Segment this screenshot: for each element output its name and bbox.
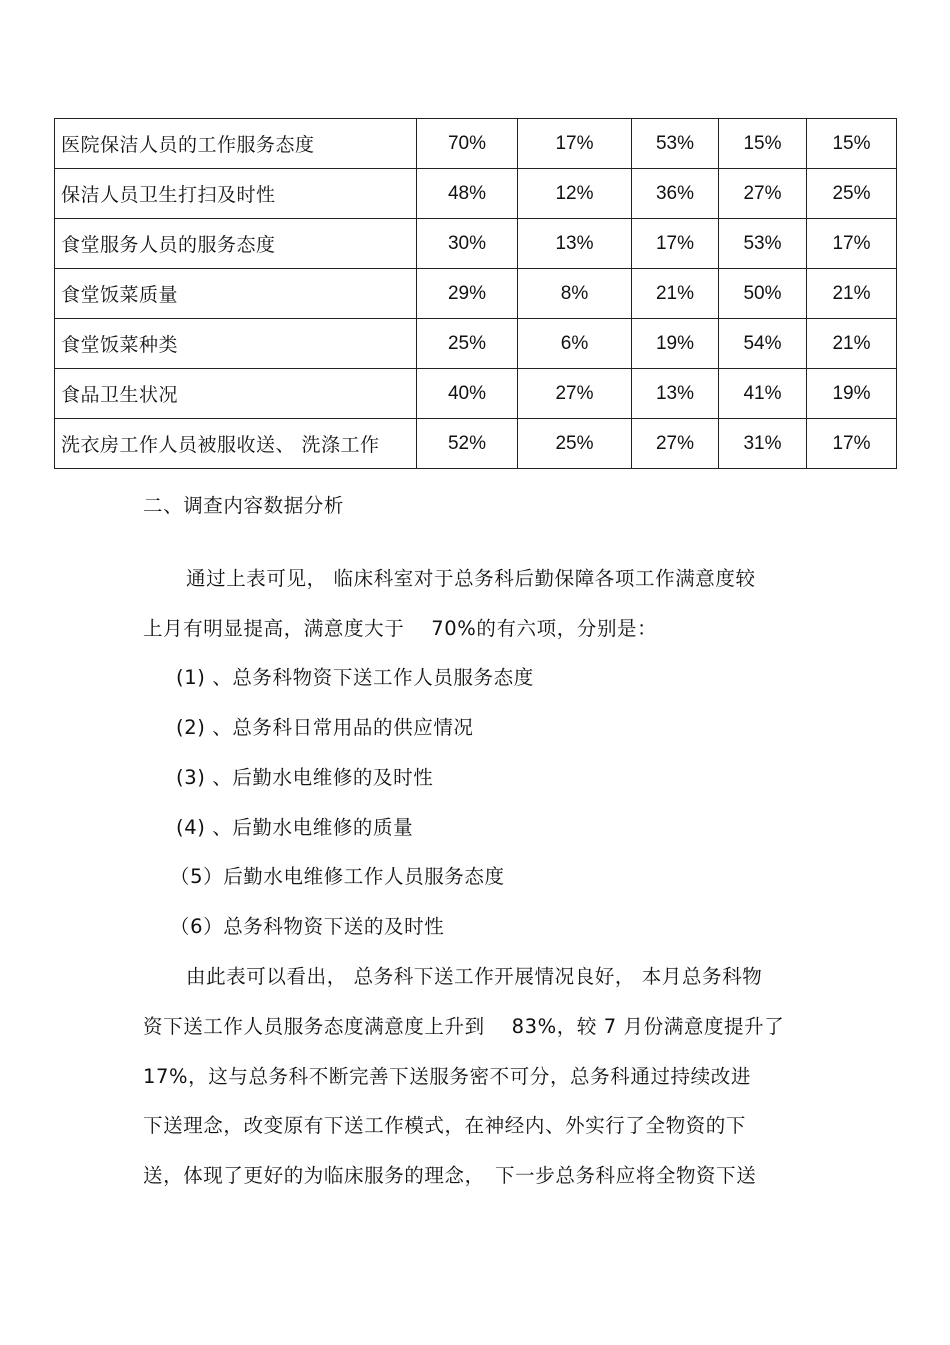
satisfaction-table <box>54 118 897 469</box>
row-value: 30% <box>417 219 518 269</box>
row-value: 17% <box>518 119 632 169</box>
row-item-label: 食品卫生状况 <box>55 369 417 419</box>
table-body <box>55 119 897 469</box>
row-value: 8% <box>518 269 632 319</box>
list-item: (3) 、后勤水电维修的及时性 <box>176 766 434 789</box>
row-value: 53% <box>632 119 719 169</box>
paragraph-line: 通过上表可见， 临床科室对于总务科后勤保障各项工作满意度较 <box>186 567 756 590</box>
table-row <box>55 119 897 169</box>
paragraph-line: 资下送工作人员服务态度满意度上升到 83%，较 7 月份满意度提升了 <box>143 1015 785 1038</box>
row-item-label: 食堂饭菜种类 <box>55 319 417 369</box>
row-value: 41% <box>719 369 807 419</box>
row-item-label: 食堂饭菜质量 <box>55 269 417 319</box>
row-value: 13% <box>518 219 632 269</box>
row-value: 17% <box>807 419 897 469</box>
row-value: 15% <box>807 119 897 169</box>
row-value: 27% <box>719 169 807 219</box>
row-value: 31% <box>719 419 807 469</box>
row-value: 50% <box>719 269 807 319</box>
row-value: 19% <box>632 319 719 369</box>
row-value: 21% <box>807 269 897 319</box>
row-value: 6% <box>518 319 632 369</box>
row-value: 29% <box>417 269 518 319</box>
table-row <box>55 319 897 369</box>
table-row <box>55 269 897 319</box>
list-item: (2) 、总务科日常用品的供应情况 <box>176 716 474 739</box>
row-item-label: 保洁人员卫生打扫及时性 <box>55 169 417 219</box>
table-row <box>55 169 897 219</box>
table-row <box>55 419 897 469</box>
section-heading: 二、调查内容数据分析 <box>143 494 345 517</box>
table-row <box>55 219 897 269</box>
row-value: 27% <box>632 419 719 469</box>
paragraph-line: 上月有明显提高，满意度大于 70%的有六项，分别是： <box>143 617 658 640</box>
row-value: 48% <box>417 169 518 219</box>
row-value: 36% <box>632 169 719 219</box>
row-value: 53% <box>719 219 807 269</box>
list-item: （6）总务科物资下送的及时性 <box>170 915 445 938</box>
paragraph-line: 17%，这与总务科不断完善下送服务密不可分，总务科通过持续改进 <box>143 1065 751 1088</box>
row-item-label: 洗衣房工作人员被服收送、 洗涤工作 <box>55 419 417 469</box>
row-item-label: 食堂服务人员的服务态度 <box>55 219 417 269</box>
row-value: 27% <box>518 369 632 419</box>
list-item: (4) 、后勤水电维修的质量 <box>176 816 414 839</box>
row-value: 54% <box>719 319 807 369</box>
table-row <box>55 369 897 419</box>
row-value: 25% <box>807 169 897 219</box>
row-value: 70% <box>417 119 518 169</box>
row-value: 13% <box>632 369 719 419</box>
list-item: (1) 、总务科物资下送工作人员服务态度 <box>176 666 534 689</box>
row-value: 17% <box>632 219 719 269</box>
row-value: 21% <box>807 319 897 369</box>
row-value: 40% <box>417 369 518 419</box>
row-value: 12% <box>518 169 632 219</box>
list-item: （5）后勤水电维修工作人员服务态度 <box>170 865 505 888</box>
row-value: 15% <box>719 119 807 169</box>
paragraph-line: 送，体现了更好的为临床服务的理念， 下一步总务科应将全物资下送 <box>143 1164 757 1187</box>
row-value: 17% <box>807 219 897 269</box>
row-value: 52% <box>417 419 518 469</box>
row-value: 19% <box>807 369 897 419</box>
paragraph-line: 下送理念，改变原有下送工作模式，在神经内、外实行了全物资的下 <box>143 1114 747 1137</box>
row-value: 21% <box>632 269 719 319</box>
row-value: 25% <box>417 319 518 369</box>
paragraph-line: 由此表可以看出， 总务科下送工作开展情况良好， 本月总务科物 <box>186 965 763 988</box>
row-value: 25% <box>518 419 632 469</box>
row-item-label: 医院保洁人员的工作服务态度 <box>55 119 417 169</box>
